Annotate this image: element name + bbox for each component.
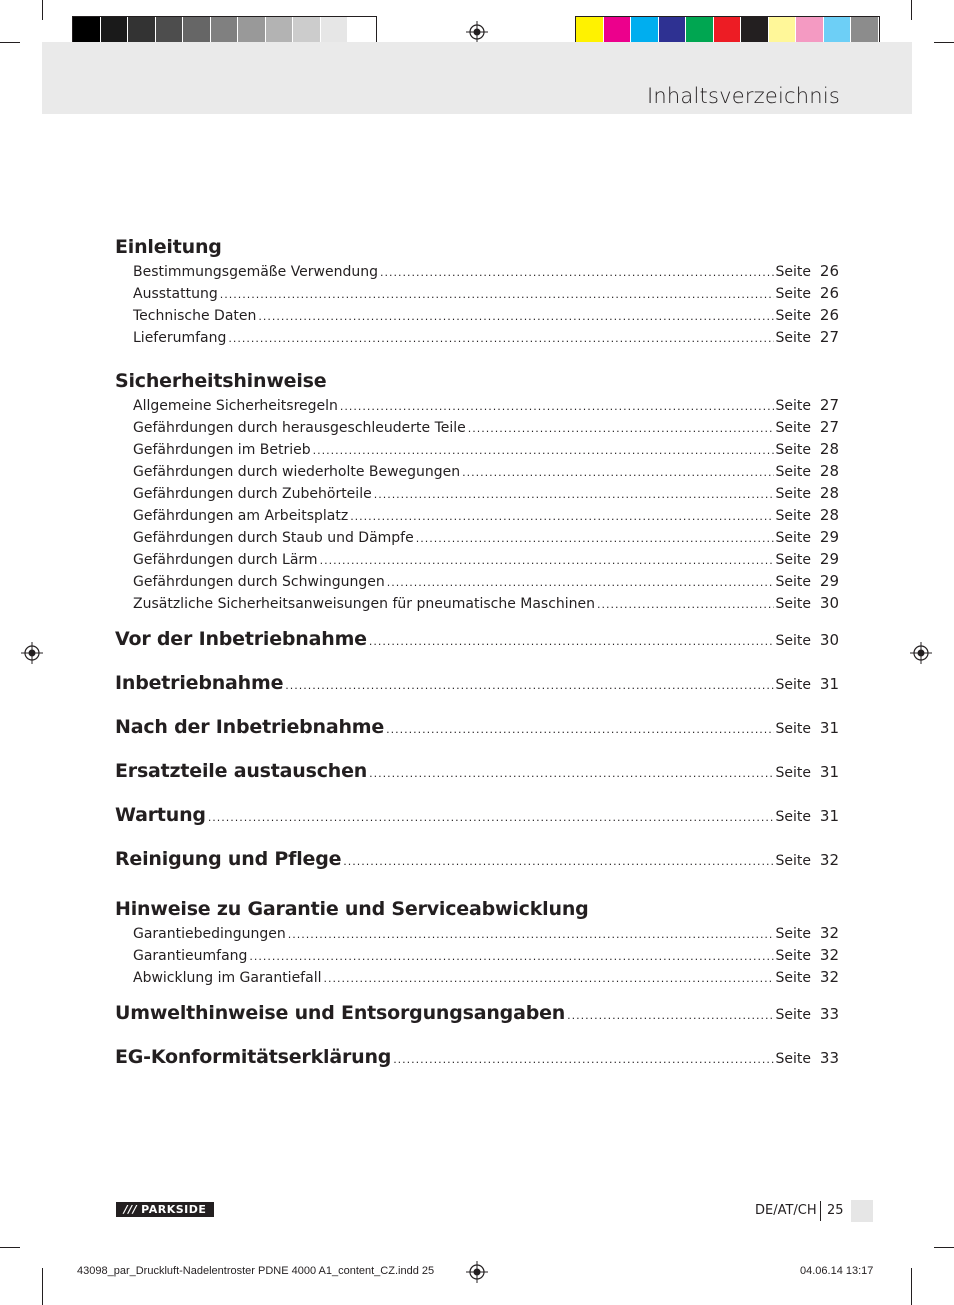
seite-label: Seite: [775, 970, 811, 986]
toc-entry[interactable]: [115, 284, 839, 306]
crop-mark: [934, 1247, 954, 1248]
toc-section-umwelthinweise[interactable]: [115, 1002, 839, 1046]
page-number: 31: [819, 763, 839, 781]
page-title: Inhaltsverzeichnis: [647, 84, 840, 108]
page-number: 31: [819, 675, 839, 693]
seite-label: Seite: [775, 809, 811, 825]
section-title: Umwelthinweise und Entsorgungsangaben: [115, 1002, 566, 1024]
toc-entry[interactable]: [115, 462, 839, 484]
seite-label: Seite: [775, 330, 811, 346]
page-number: 29: [819, 550, 839, 568]
page-number: 33: [819, 1049, 839, 1067]
toc-entry[interactable]: [115, 550, 839, 572]
page-number: 29: [819, 572, 839, 590]
entry-label: Garantiebedingungen: [133, 926, 286, 942]
page-number: 28: [819, 462, 839, 480]
divider: [820, 1201, 821, 1221]
toc-entry[interactable]: [115, 506, 839, 528]
crop-mark: [0, 1247, 20, 1248]
toc-section-vor-der-inbetriebnahme[interactable]: [115, 628, 839, 672]
page-number: 28: [819, 506, 839, 524]
page-number: 30: [819, 631, 839, 649]
entry-label: Allgemeine Sicherheitsregeln: [133, 398, 338, 414]
entry-label: Garantieumfang: [133, 948, 248, 964]
toc-entry[interactable]: [115, 396, 839, 418]
toc-entry[interactable]: [115, 528, 839, 550]
seite-label: Seite: [775, 926, 811, 942]
seite-label: Seite: [775, 264, 811, 280]
section-title: Einleitung: [115, 236, 222, 258]
leader-dots: [380, 266, 773, 279]
seite-label: Seite: [775, 420, 811, 436]
seite-label: Seite: [775, 596, 811, 612]
registration-mark-icon: [466, 1261, 488, 1283]
entry-label: Lieferumfang: [133, 330, 227, 346]
page-number: 28: [819, 484, 839, 502]
seite-label: Seite: [775, 398, 811, 414]
entry-label: Gefährdungen durch Schwingungen: [133, 574, 385, 590]
leader-dots: [285, 679, 773, 692]
leader-dots: [228, 332, 773, 345]
toc-entry[interactable]: [115, 262, 839, 284]
toc-section-inbetriebnahme[interactable]: [115, 672, 839, 716]
crop-mark: [911, 0, 912, 20]
toc-section-ersatzteile[interactable]: [115, 760, 839, 804]
leader-dots: [340, 400, 774, 413]
crop-mark: [934, 42, 954, 43]
entry-label: Zusätzliche Sicherheitsanweisungen für pneumatische Maschinen: [133, 596, 596, 612]
leader-dots: [393, 1053, 773, 1066]
seite-label: Seite: [775, 1051, 811, 1067]
page-number: 26: [819, 284, 839, 302]
toc-section-reinigung[interactable]: [115, 848, 839, 892]
seite-label: Seite: [775, 677, 811, 693]
toc-section-eg-konformitaet[interactable]: [115, 1046, 839, 1090]
entry-label: Gefährdungen durch Staub und Dämpfe: [133, 530, 414, 546]
entry-label: Ausstattung: [133, 286, 218, 302]
section-title: Wartung: [115, 804, 206, 826]
seite-label: Seite: [775, 574, 811, 590]
leader-dots: [462, 466, 773, 479]
toc-entry[interactable]: [115, 946, 839, 968]
crop-mark: [911, 1268, 912, 1305]
seite-label: Seite: [775, 286, 811, 302]
entry-label: Gefährdungen durch herausgeschleuderte Teile: [133, 420, 466, 436]
page-number: 32: [819, 924, 839, 942]
page-number: 26: [819, 306, 839, 324]
page-number: 30: [819, 594, 839, 612]
leader-dots: [323, 972, 773, 985]
page-number: 31: [819, 719, 839, 737]
print-slug-date: 04.06.14 13:17: [800, 1265, 874, 1277]
registration-mark-icon: [910, 642, 932, 664]
leader-dots: [313, 444, 774, 457]
page-number: 27: [819, 418, 839, 436]
toc-entry[interactable]: [115, 306, 839, 328]
registration-mark-icon: [21, 642, 43, 664]
section-title: Ersatzteile austauschen: [115, 760, 368, 782]
leader-dots: [288, 928, 774, 941]
toc-entry[interactable]: [115, 924, 839, 946]
seite-label: Seite: [775, 948, 811, 964]
crop-mark: [42, 0, 43, 20]
page-tab: [851, 1200, 873, 1222]
section-title: Inbetriebnahme: [115, 672, 284, 694]
seite-label: Seite: [775, 486, 811, 502]
leader-dots: [567, 1009, 773, 1022]
seite-label: Seite: [775, 765, 811, 781]
entry-label: Bestimmungsgemäße Verwendung: [133, 264, 379, 280]
entry-label: Gefährdungen im Betrieb: [133, 442, 311, 458]
entry-label: Gefährdungen durch Zubehörteile: [133, 486, 372, 502]
leader-dots: [468, 422, 774, 435]
page-number: 28: [819, 440, 839, 458]
page-number: 32: [819, 968, 839, 986]
page-number: 26: [819, 262, 839, 280]
section-title: Hinweise zu Garantie und Serviceabwicklung: [115, 898, 589, 920]
registration-mark-icon: [466, 21, 488, 43]
entry-label: Gefährdungen durch Lärm: [133, 552, 318, 568]
print-slug-filename: 43098_par_Druckluft-Nadelentroster PDNE 4000 A1_content_CZ.indd 25: [77, 1265, 435, 1277]
leader-dots: [369, 767, 773, 780]
seite-label: Seite: [775, 308, 811, 324]
page-number: 33: [819, 1005, 839, 1023]
crop-mark: [42, 1268, 43, 1305]
toc-entry[interactable]: [115, 484, 839, 506]
leader-dots: [597, 598, 773, 611]
parkside-logo: /// PARKSIDE: [116, 1202, 214, 1217]
toc-entry[interactable]: [115, 418, 839, 440]
seite-label: Seite: [775, 1007, 811, 1023]
leader-dots: [343, 855, 773, 868]
seite-label: Seite: [775, 853, 811, 869]
seite-label: Seite: [775, 464, 811, 480]
toc-entry[interactable]: [115, 572, 839, 594]
leader-dots: [374, 488, 774, 501]
toc-section-garantie: [115, 898, 839, 990]
leader-dots: [386, 723, 773, 736]
leader-dots: [220, 288, 774, 301]
leader-dots: [208, 811, 774, 824]
seite-label: Seite: [775, 530, 811, 546]
toc-section-nach-der-inbetriebnahme[interactable]: [115, 716, 839, 760]
crop-mark: [0, 42, 20, 43]
page-number: 32: [819, 851, 839, 869]
section-title: Sicherheitshinweise: [115, 370, 327, 392]
leader-dots: [249, 950, 773, 963]
page-number-footer: 25: [827, 1203, 844, 1218]
page-number: 29: [819, 528, 839, 546]
toc-entry[interactable]: [115, 440, 839, 462]
page-number: 27: [819, 396, 839, 414]
leader-dots: [387, 576, 774, 589]
entry-label: Gefährdungen am Arbeitsplatz: [133, 508, 349, 524]
table-of-contents: [115, 236, 839, 1090]
seite-label: Seite: [775, 633, 811, 649]
toc-section-einleitung: [115, 236, 839, 350]
section-title: EG-Konformitätserklärung: [115, 1046, 392, 1068]
seite-label: Seite: [775, 508, 811, 524]
seite-label: Seite: [775, 721, 811, 737]
leader-dots: [258, 310, 773, 323]
section-title: Vor der Inbetriebnahme: [115, 628, 367, 650]
toc-entry[interactable]: [115, 968, 839, 990]
toc-section-wartung[interactable]: [115, 804, 839, 848]
leader-dots: [320, 554, 774, 567]
page-number: 27: [819, 328, 839, 346]
toc-entry[interactable]: [115, 328, 839, 350]
leader-dots: [416, 532, 774, 545]
seite-label: Seite: [775, 552, 811, 568]
entry-label: Technische Daten: [133, 308, 257, 324]
entry-label: Gefährdungen durch wiederholte Bewegungen: [133, 464, 461, 480]
toc-section-sicherheitshinweise: [115, 370, 839, 616]
toc-entry[interactable]: [115, 594, 839, 616]
language-code: DE/AT/CH: [755, 1203, 817, 1218]
seite-label: Seite: [775, 442, 811, 458]
leader-dots: [350, 510, 773, 523]
entry-label: Abwicklung im Garantiefall: [133, 970, 322, 986]
page-number: 32: [819, 946, 839, 964]
leader-dots: [369, 635, 774, 648]
page-number: 31: [819, 807, 839, 825]
section-title: Reinigung und Pflege: [115, 848, 342, 870]
section-title: Nach der Inbetriebnahme: [115, 716, 385, 738]
